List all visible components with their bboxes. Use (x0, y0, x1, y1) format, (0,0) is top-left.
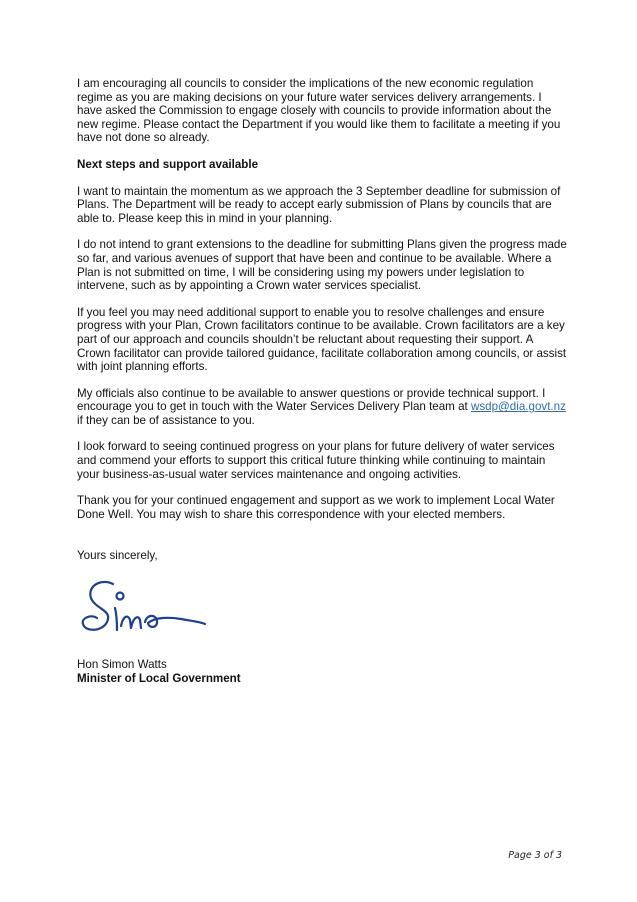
paragraph-extensions: I do not intend to grant extensions to the deadline for submitting Plans given the progress made so far, and various avenues of support that have been and continue to be available. Where a Plan is not submitted on time, I will be considering using my powers under legislation to intervene, such as by appointing a Crown water services specialist. (77, 238, 567, 293)
section-heading-next-steps: Next steps and support available (77, 157, 259, 171)
signer-name: Hon Simon Watts (77, 658, 167, 672)
paragraph-momentum: I want to maintain the momentum as we approach the 3 September deadline for submission of Plans. The Department will be ready to accept early submission of Plans by councils that are able to. Please keep this in mind in your planning. (77, 184, 561, 225)
paragraph-officials-text-before: My officials also continue to be available to answer questions or provide technical support. I encourage you to get in touch with the Water Services Delivery Plan team at (77, 386, 546, 414)
paragraph-officials-contact (77, 387, 567, 428)
paragraph-crown-facilitators: If you feel you may need additional support to enable you to resolve challenges and ensure progress with your Plan, Crown facilitators continue to be available. Crown facilitators are a key part of our approach and councils shouldn’t be reluctant about requesting their support. A Crown facilitator can provide tailored guidance, facilitate collaboration among councils, or assist with joint planning efforts. (77, 305, 567, 374)
paragraph-thank-you: Thank you for your continued engagement and support as we work to implement Local Water Done Well. You may wish to share this correspondence with your elected members. (77, 494, 555, 521)
signer-title: Minister of Local Government (77, 671, 241, 685)
paragraph-officials-text-after: if they can be of assistance to you. (77, 413, 255, 427)
paragraph-continued-progress: I look forward to seeing continued progress on your plans for future delivery of water services and commend your efforts to support this critical future thinking while continuing to maintain your business-as-usual water services maintenance and ongoing activities. (77, 440, 555, 481)
page-number: Page 3 of 3 (508, 850, 562, 861)
email-link-wsdp[interactable]: wsdp@dia.govt.nz (470, 400, 566, 414)
paragraph-economic-regulation: I am encouraging all councils to consider the implications of the new economic regulation regime as you are making decisions on your future water services delivery arrangements. I have asked the Commission to engage closely with councils to provide information about the new regime. Please contact the Department if you would like them to facilitate a meeting if you have not done so already. (77, 77, 561, 145)
closing-salutation: Yours sincerely, (77, 549, 158, 563)
handwritten-signature (77, 576, 227, 648)
letter-body (77, 77, 567, 685)
